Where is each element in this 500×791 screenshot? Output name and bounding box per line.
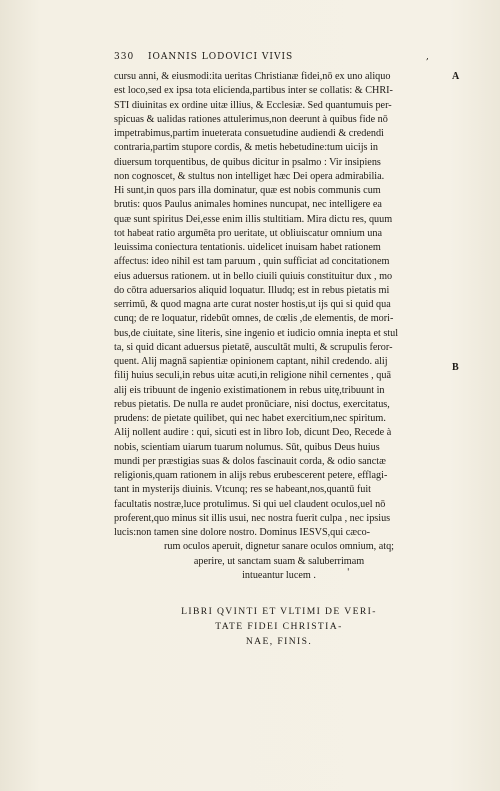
running-title: IOANNIS LODOVICI VIVIS (148, 52, 294, 62)
text-line: quent. Alij magnā sapientiæ opinionem captant, nihil credendo. alij (114, 356, 388, 367)
text-line: quæ sunt spiritus Dei,esse enim illis stultitiam. Mira dictu res, quum (114, 213, 393, 225)
text-line: lucis:non tamen sine dolore nostro. Dominus IESVS,qui cæco- (114, 527, 371, 538)
text-line: tot habeat ratio argumēta pro ueritate, ut obliuiscatur omnium una (114, 227, 383, 239)
text-line: Hi sunt,in quos pars illa dominatur, quæ est nobis communis cum (114, 185, 381, 196)
text-line: tant in mysterijs diuinis. Vtcunq; res se habeant,nos,quantū fuit (114, 484, 372, 496)
text-line: impetrabimus,partim inueterata consuetudine audiendi & credendi (114, 128, 384, 139)
text-line: affectus: ideo nihil est tam paruum , quin sufficiat ad concitationem (114, 256, 390, 268)
text-line: diuersum torquentibus, de quibus dicitur in psalmo : Vir insipiens (114, 156, 381, 168)
text-line: Alij nollent audire : qui, sicuti est in libro Iob, dicunt Deo, Recede à (114, 427, 392, 439)
text-line: eius aduersus rationem. ut in bello ciuili quiuis constituitur dux , mo (114, 270, 393, 282)
colophon-line: NAE, FINIS. (245, 636, 313, 647)
text-line: bus,de ciuitate, sine literis, sine ingenio et iudicio omnia inepta et stul (114, 327, 399, 339)
text-line: est loco,sed ex ipsa tota elicienda,partibus inter se collatis: & CHRI- (114, 85, 393, 97)
text-line: STI diuinitas ex ordine uitæ illius, & Ecclesiæ. Sed quantumuis per- (114, 99, 392, 111)
text-line: brutis: quos Paulus animales homines nuncupat, nec intelligere ea (114, 199, 382, 211)
text-line: intueantur lucem . (242, 569, 316, 581)
text-line: rum oculos aperuit, dignetur sanare oculos omnium, atq; (163, 541, 394, 553)
text-line: leuissima coniectura tentationis. uidelicet inuisam habet rationem (114, 242, 381, 253)
text-line: proferent,quo minus sit illis usui, nec nostra fuerit culpa , nec ipsius (114, 512, 391, 524)
page-number: 330 (114, 52, 135, 62)
printer-mark: ' (347, 568, 350, 578)
text-line: do cōtra aduersarios aliquid loquatur. Illudq; est in rebus pietatis mi (114, 284, 390, 296)
text-line: alij eis tribuunt de ingenio existimationem in rebus uitę,tribuunt in (114, 384, 385, 396)
margin-letter-a: A (452, 71, 460, 82)
colophon-line: TATE FIDEI CHRISTIA- (215, 621, 343, 632)
text-line: spicuas & ualidas rationes attulerimus,non deerunt à quibus fide nō (114, 113, 388, 125)
text-line: facultatis nostræ,luce protulimus. Si qui uel claudent oculos,uel nō (114, 498, 386, 510)
text-line: rebus pietatis. De nulla re audet pronūciare, nisi doctus, exercitatus, (114, 398, 390, 410)
text-line: ta, si quid dicant aduersus pietatē, auscultāt multi, & scrupulis feror- (114, 341, 393, 353)
text-line: filij huius seculi,in rebus uitæ acuti,in religione nihil cernentes , quā (114, 370, 391, 382)
text-line: prudens: de pietate quilibet, qui nec habet exercitium,nec spiritum. (114, 413, 386, 424)
text-line: mundi per præstigias suas & dolos fascinauit corda, & odio sanctæ (114, 455, 386, 467)
text-block (114, 70, 444, 583)
header-mark: , (426, 52, 430, 62)
text-line: cunq; de re loquatur, ridebūt omnes, de cœlis ,de elementis, de mori- (114, 313, 394, 325)
text-line: cursu anni, & eiusmodi:ita ueritas Christianæ fidei,nō ex uno aliquo (114, 71, 391, 82)
colophon (114, 604, 444, 649)
text-line: nobis, scientiam uiarum tuarum nolumus. Sūt, quibus Deus huius (114, 441, 380, 453)
text-line: religionis,quam rationem in alijs rebus erubescerent petere, efflagi- (114, 470, 388, 481)
text-line: serrimū, & quod magna arte curat noster hostis,ut ijs qui si quid qua (114, 299, 391, 310)
text-line: contraria,partim stupore cordis, & metis hebetudine:tum uicijs in (114, 142, 378, 154)
text-line: non cognoscet, & stultus non intelliget hæc Dei opera admirabilia. (114, 170, 385, 182)
margin-letter-b: B (452, 362, 459, 373)
colophon-line: LIBRI QVINTI ET VLTIMI DE VERI- (181, 606, 377, 617)
text-line: aperire, ut sanctam suam & saluberrimam (193, 555, 365, 567)
